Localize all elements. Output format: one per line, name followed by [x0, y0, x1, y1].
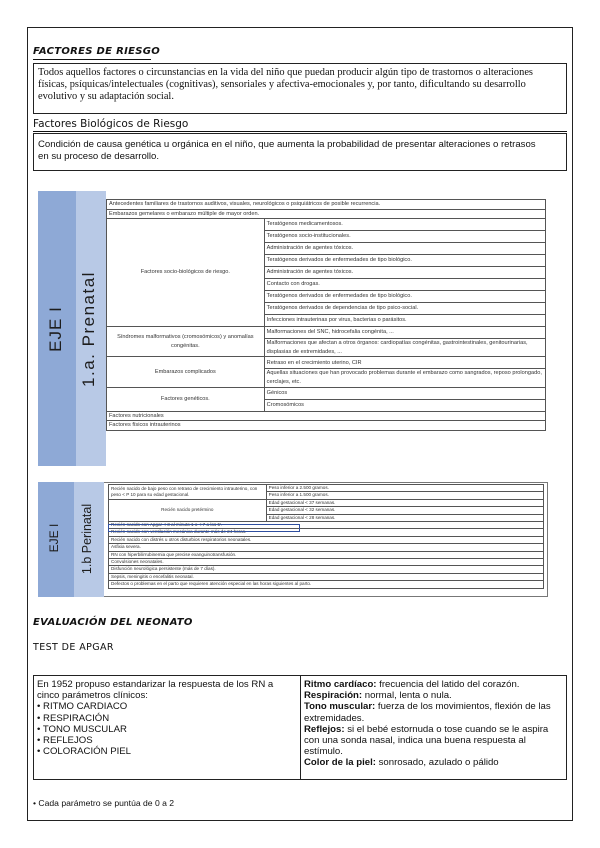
prenatal-embarazos-item: Retraso en el crecimiento uterino, CIR [264, 357, 545, 369]
table-row [109, 566, 544, 573]
perinatal-row: Sepsis, meningitis o encefalitis neonatal. [109, 573, 544, 580]
perinatal-pretermino-item: Edad gestacional < 32 semanas. [266, 507, 543, 514]
perinatal-sub-label: 1.b Perinatal [80, 503, 94, 575]
biologicos-definition: Condición de causa genética u orgánica en el niño, que aumenta la probabilidad de presentar alteraciones o retrasos en su proceso de desarrollo. [38, 139, 536, 162]
perinatal-pretermino-item: Edad gestacional < 37 semanas. [266, 499, 543, 506]
prenatal-embarazos-label: Embarazos complicados [107, 357, 265, 387]
table-row [109, 559, 544, 566]
perinatal-peso-item: Peso inferior a 1.500 gramos. [266, 492, 543, 499]
perinatal-peso-item: Peso inferior a 2.500 gramos. [266, 485, 543, 492]
table-row [109, 499, 544, 506]
perinatal-row: Defectos o problemas en el parto que requieren atención especial en las horas siguientes al parto. [109, 581, 544, 588]
apgar-param-item: • COLORACIÓN PIEL [37, 746, 131, 758]
table-row [109, 536, 544, 543]
perinatal-row: Recién nacido con ventilación mecánica durante más de 24 horas. [109, 529, 544, 536]
prenatal-eje-label: EJE I [46, 306, 65, 352]
riesgo-definition: Todos aquellos factores o circunstancias en la vida del niño que puedan producir algún tipo de trastornos o alteraciones físicas, psíquicas/intelectuales (cognitivas), sensoriales y afectiva-emocionales y, por tanto, dificultando su desarrollo evolutivo y su adaptación social. [38, 67, 533, 102]
table-row [107, 209, 546, 219]
perinatal-block [38, 482, 548, 597]
perinatal-bajo-peso: Recién nacido de bajo peso con retraso de crecimiento intrauterino, con peso < P 10 para su edad gestacional. [109, 485, 267, 500]
perinatal-row: Asfixia severa. [109, 544, 544, 551]
apgar-definition: Color de la piel: sonrosado, azulado o pálido [304, 757, 499, 769]
apgar-table [33, 675, 567, 780]
riesgo-definition-box [33, 63, 567, 114]
prenatal-table [106, 199, 546, 431]
table-row [107, 387, 546, 399]
table-row [107, 357, 546, 369]
apgar-param-item: • TONO MUSCULAR [37, 723, 127, 735]
prenatal-socio-label: Factores socio-biológicos de riesgo. [107, 219, 265, 327]
prenatal-antecedentes: Antecedentes familiares de trastornos auditivos, visuales, neurológicos o psiquiátricos de posible recurrencia. [107, 200, 546, 210]
riesgo-title-underline [33, 59, 151, 60]
biologicos-title: Factores Biológicos de Riesgo [33, 118, 189, 130]
table-row [109, 581, 544, 588]
prenatal-geneticos-item: Génicos [264, 387, 545, 399]
prenatal-socio-item: Administración de agentes tóxicos. [264, 267, 545, 279]
apgar-param-item: • REFLEJOS [37, 735, 93, 747]
perinatal-row: Recién nacido con distrés u otros disturbios respiratorios neonatales. [109, 536, 544, 543]
table-row [109, 544, 544, 551]
perinatal-row: Disfunción neurológica persistente (más de 7 días). [109, 566, 544, 573]
perinatal-pretermino-label: Recién nacido pretérmino [109, 499, 267, 521]
prenatal-embarazos-item: Aquellas situaciones que han provocado problemas durante el embarazo como sangrados, reposo prolongado, cerclajes, etc. [264, 369, 545, 387]
table-row [109, 485, 544, 492]
riesgo-title: FACTORES DE RIESGO [33, 46, 161, 57]
apgar-right-cell [304, 679, 564, 769]
apgar-param-item: • RESPIRACIÓN [37, 712, 110, 724]
apgar-left-cell [37, 679, 295, 757]
apgar-highlight-box [108, 524, 300, 532]
perinatal-eje-label: EJE I [47, 523, 61, 553]
biologicos-title-underline [33, 131, 567, 132]
prenatal-socio-item: Administración de agentes tóxicos. [264, 243, 545, 255]
table-row [107, 219, 546, 231]
apgar-definition: Respiración: normal, lenta o nula. [304, 690, 452, 702]
prenatal-socio-item: Teratógenos medicamentosos. [264, 219, 545, 231]
prenatal-socio-item: Teratógenos derivados de enfermedades de tipo biológico. [264, 291, 545, 303]
prenatal-sindromes-item: Malformaciones que afectan a otros órganos: cardiopatías congénitas, gastrointestinales, genitourinarias, displasias de extremidades, ... [264, 339, 545, 357]
apgar-definition: Ritmo cardíaco: frecuencia del latido del corazón. [304, 679, 520, 690]
prenatal-socio-item: Infecciones intrauterinas por virus, bacterias o parásitos. [264, 315, 545, 327]
prenatal-fisicos: Factores físicos intrauterinos [107, 421, 546, 431]
prenatal-nutricionales: Factores nutricionales [107, 411, 546, 421]
prenatal-geneticos-label: Factores genéticos. [107, 387, 265, 411]
table-row [107, 421, 546, 431]
apgar-intro: En 1952 propuso estandarizar la respuesta de los RN a cinco parámetros clínicos: [37, 679, 274, 702]
apgar-score-note: • Cada parámetro se puntúa de 0 a 2 [33, 798, 175, 808]
prenatal-socio-item: Teratógenos derivados de enfermedades de tipo biológico. [264, 255, 545, 267]
apgar-definition: Tono muscular: fuerza de los movimientos, flexión de las extremidades. [304, 701, 551, 724]
apgar-param-item: • RITMO CARDIACO [37, 701, 128, 713]
prenatal-socio-item: Teratógenos socio-institucionales. [264, 231, 545, 243]
perinatal-table [108, 484, 544, 589]
prenatal-sindromes-item: Malformaciones del SNC, hidrocefalia congénita, ... [264, 327, 545, 339]
perinatal-apgar-row: Recién nacido con Apgar < 3 al minuto 1 o < 7 a los 5'. [109, 522, 544, 529]
prenatal-block [38, 191, 546, 466]
prenatal-socio-item: Teratógenos derivados de dependencias de tipo psico-social. [264, 303, 545, 315]
evaluacion-title: EVALUACIÓN DEL NEONATO [33, 617, 193, 628]
table-row [107, 327, 546, 339]
table-row [109, 551, 544, 558]
perinatal-row: RN con hiperbilirrubinemia que precise exanguinotransfusión. [109, 551, 544, 558]
perinatal-row: Convulsiones neonatales. [109, 559, 544, 566]
prenatal-sub-label: 1.a. Prenatal [79, 271, 98, 387]
prenatal-socio-item: Contacto con drogas. [264, 279, 545, 291]
biologicos-definition-box [33, 133, 567, 171]
table-row [107, 200, 546, 210]
table-row [109, 573, 544, 580]
apgar-definition: Reflejos: si el bebé estornuda o tose cuando se le aspira con una sonda nasal, indica una buena respuesta al estímulo. [304, 723, 549, 758]
prenatal-sindromes-label: Síndromes malformativos (cromosómicos) y anomalías congénitas. [107, 327, 265, 357]
prenatal-embarazos-gemelares: Embarazos gemelares o embarazo múltiple de mayor orden. [107, 209, 546, 219]
table-row [107, 411, 546, 421]
perinatal-pretermino-item: Edad gestacional < 28 semanas. [266, 514, 543, 521]
apgar-test-title: TEST DE APGAR [33, 642, 114, 653]
apgar-table-divider [300, 676, 301, 779]
prenatal-geneticos-item: Cromosómicos [264, 399, 545, 411]
